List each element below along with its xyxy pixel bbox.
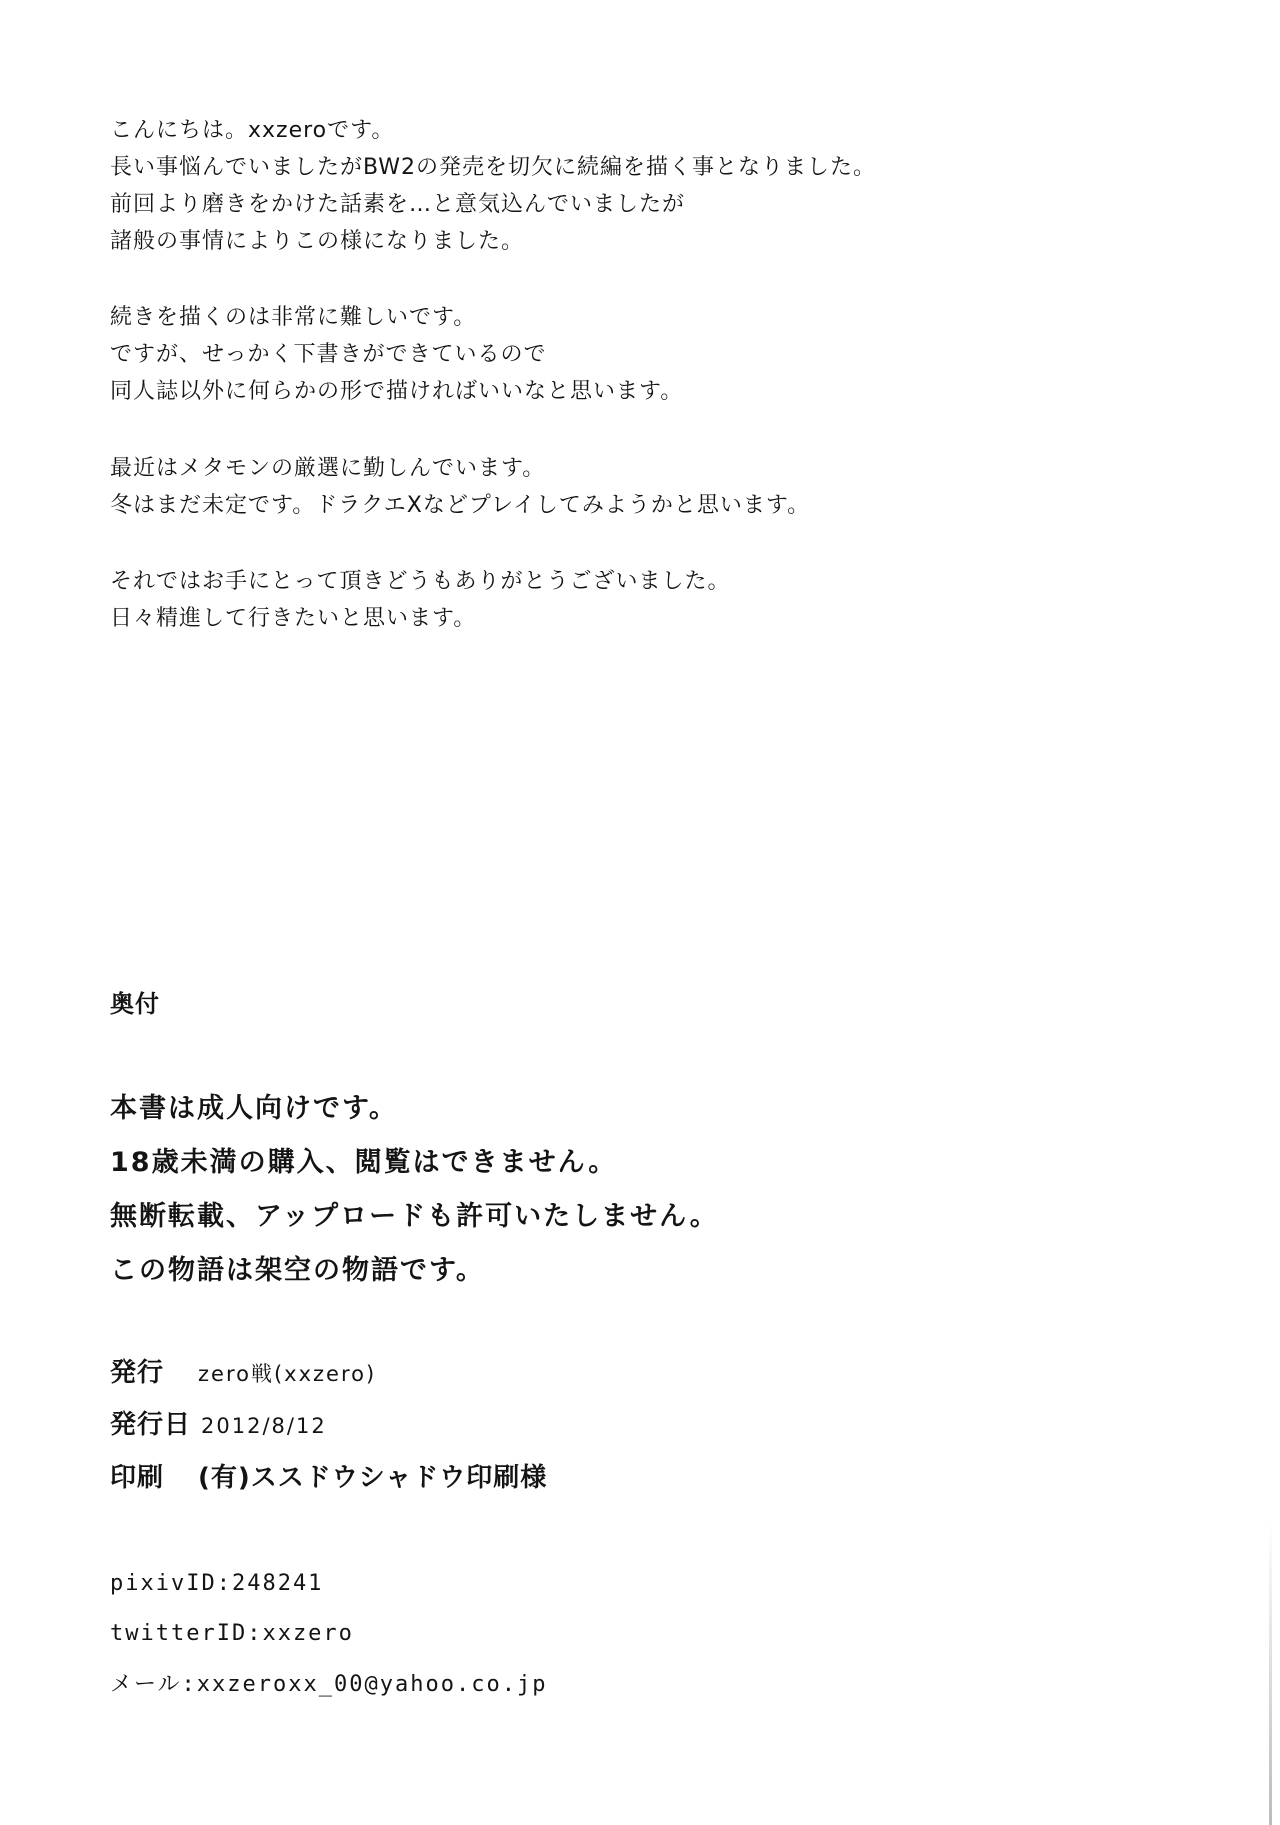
twitter-id: twitterID:xxzero xyxy=(110,1621,354,1646)
date-row xyxy=(110,1412,327,1438)
printer-label: 印刷 xyxy=(110,1463,165,1493)
scan-edge-shadow xyxy=(1269,1520,1272,1825)
date-label: 発行日 xyxy=(110,1410,192,1440)
afterword-line: 前回より磨きをかけた話素を…と意気込んでいましたが xyxy=(110,192,686,217)
notice-line: 無断転載、アップロードも許可いたしません。 xyxy=(110,1201,719,1232)
afterword-line: 日々精進して行きたいと思います。 xyxy=(110,606,477,631)
notice-line: 本書は成人向けです。 xyxy=(110,1093,398,1124)
publisher-value: zero戦(xxzero) xyxy=(198,1362,377,1386)
publisher-row xyxy=(110,1360,376,1386)
afterword-line: 長い事悩んでいましたがBW2の発売を切欠に続編を描く事となりました。 xyxy=(110,155,877,180)
notice-line: この物語は架空の物語です。 xyxy=(110,1255,485,1286)
afterword-line: それではお手にとって頂きどうもありがとうございました。 xyxy=(110,569,731,594)
publisher-label: 発行 xyxy=(110,1358,165,1388)
date-value: 2012/8/12 xyxy=(201,1414,327,1438)
printer-value: (有)ススドウシャドウ印刷様 xyxy=(198,1463,548,1493)
printer-row xyxy=(110,1465,547,1491)
afterword-line: ですが、せっかく下書きができているので xyxy=(110,342,547,367)
afterword-line: 冬はまだ未定です。ドラクエXなどプレイしてみようかと思います。 xyxy=(110,493,811,518)
afterword-line: 諸般の事情によりこの様になりました。 xyxy=(110,229,525,254)
afterword-line: 続きを描くのは非常に難しいです。 xyxy=(110,305,477,330)
notice-line: 18歳未満の購入、閲覧はできません。 xyxy=(110,1147,618,1178)
afterword-line: 同人誌以外に何らかの形で描ければいいなと思います。 xyxy=(110,379,684,404)
afterword-line: こんにちは。xxzeroです。 xyxy=(110,118,395,143)
afterword-line: 最近はメタモンの厳選に勤しんでいます。 xyxy=(110,456,546,481)
mail-address: メール:xxzeroxx_00@yahoo.co.jp xyxy=(110,1672,548,1697)
pixiv-id: pixivID:248241 xyxy=(110,1571,324,1596)
colophon-title: 奥付 xyxy=(110,990,160,1018)
